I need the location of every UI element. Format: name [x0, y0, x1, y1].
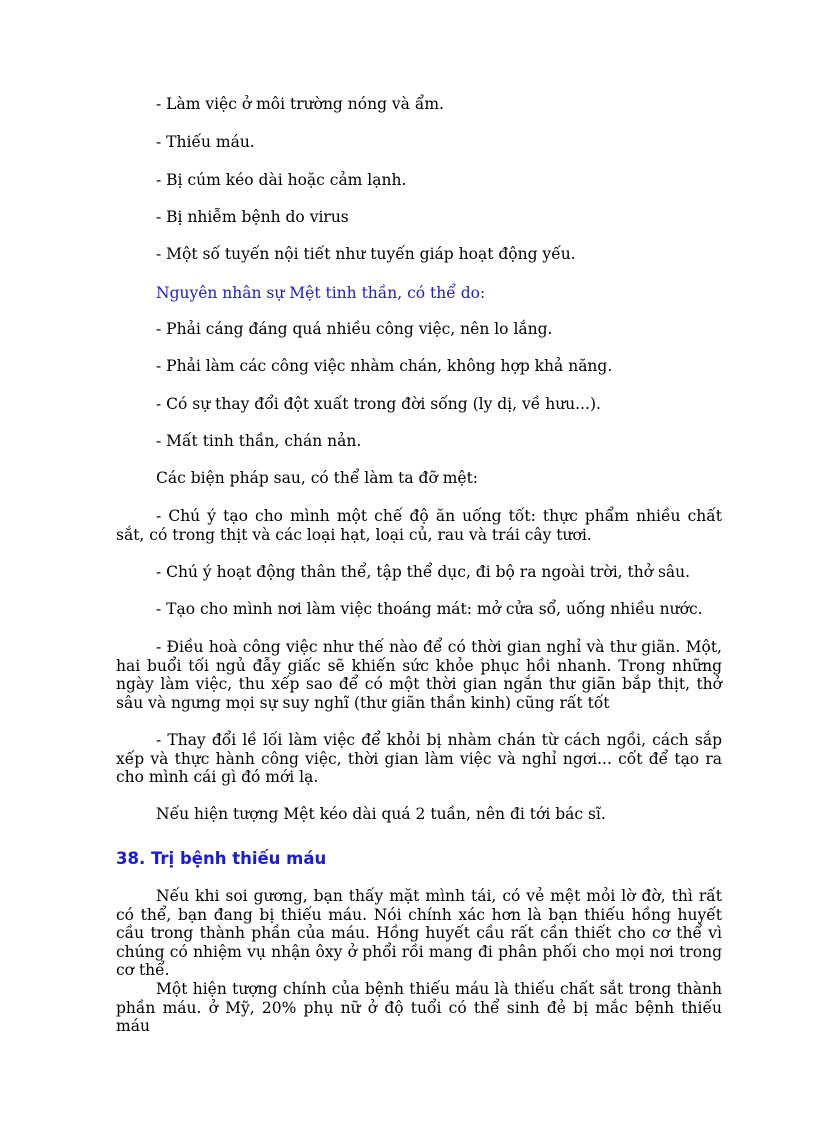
bullet-flu-cold: - Bị cúm kéo dài hoặc cảm lạnh. [156, 171, 407, 189]
remedy-rest-paragraph: - Điều hoà công việc như thế nào để có thời gian nghỉ và thư giãn. Một, hai buổi tối ngủ đẫy giấc sẽ khiến sức khỏe phục hồi nhanh. Trong những ngày làm việc, thu xếp sao để có một thời gian ngắn thư giãn bắp thịt, thở sâu và ngưng mọi sự suy nghĩ (thư giãn thần kinh) cũng rất tốt [116, 638, 722, 712]
bullet-life-change: - Có sự thay đổi đột xuất trong đời sống (ly dị, về hưu...). [156, 395, 601, 413]
bullet-boring-work: - Phải làm các công việc nhàm chán, không hợp khả năng. [156, 357, 613, 375]
remedy-routine-paragraph: - Thay đổi lề lối làm việc để khỏi bị nhàm chán từ cách ngồi, cách sắp xếp và thực hành công việc, thời gian làm việc và nghỉ ngơi... cốt để tạo ra cho mình cái gì đó mới lạ. [116, 731, 722, 786]
bullet-too-much-work: - Phải cáng đáng quá nhiều công việc, nên lo lắng. [156, 320, 553, 338]
bullet-hot-humid-work: - Làm việc ở môi trường nóng và ẩm. [156, 95, 444, 113]
remedy-diet-paragraph: - Chú ý tạo cho mình một chế độ ăn uống tốt: thực phẩm nhiều chất sắt, có trong thịt và các loại hạt, loại củ, rau và trái cây tươi. [116, 507, 722, 544]
remedies-intro: Các biện pháp sau, có thể làm ta đỡ mệt: [156, 469, 479, 487]
anemia-intro-paragraph: Nếu khi soi gương, bạn thấy mặt mình tái, có vẻ mệt mỏi lờ đờ, thì rất có thể, bạn đang bị thiếu máu. Nói chính xác hơn là bạn thiếu hồng huyết cầu trong thành phần của máu. Hồng huyết cầu rất cần thiết cho cơ thể vì chúng có nhiệm vụ nhận ôxy ở phổi rồi mang đi phân phối cho mọi nơi trong cơ thể. [116, 887, 722, 979]
section-heading-anemia: 38. Trị bệnh thiếu máu [116, 849, 327, 868]
bullet-virus: - Bị nhiễm bệnh do virus [156, 208, 349, 226]
remedy-workplace: - Tạo cho mình nơi làm việc thoáng mát: mở cửa sổ, uống nhiều nước. [156, 600, 703, 618]
bullet-anemia: - Thiếu máu. [156, 133, 255, 151]
see-doctor-note: Nếu hiện tượng Mệt kéo dài quá 2 tuần, nên đi tới bác sĩ. [156, 805, 606, 823]
mental-fatigue-causes-heading: Nguyên nhân sự Mệt tinh thần, có thể do: [156, 284, 486, 302]
anemia-iron-paragraph: Một hiện tượng chính của bệnh thiếu máu là thiếu chất sắt trong thành phần máu. ở Mỹ, 20% phụ nữ ở độ tuổi có thể sinh đẻ bị mắc bệnh thiếu máu [116, 980, 722, 1035]
bullet-thyroid: - Một số tuyến nội tiết như tuyến giáp hoạt động yếu. [156, 245, 576, 263]
remedy-exercise: - Chú ý hoạt động thân thể, tập thể dục, đi bộ ra ngoài trời, thở sâu. [156, 563, 691, 581]
bullet-discouraged: - Mất tinh thần, chán nản. [156, 432, 362, 450]
